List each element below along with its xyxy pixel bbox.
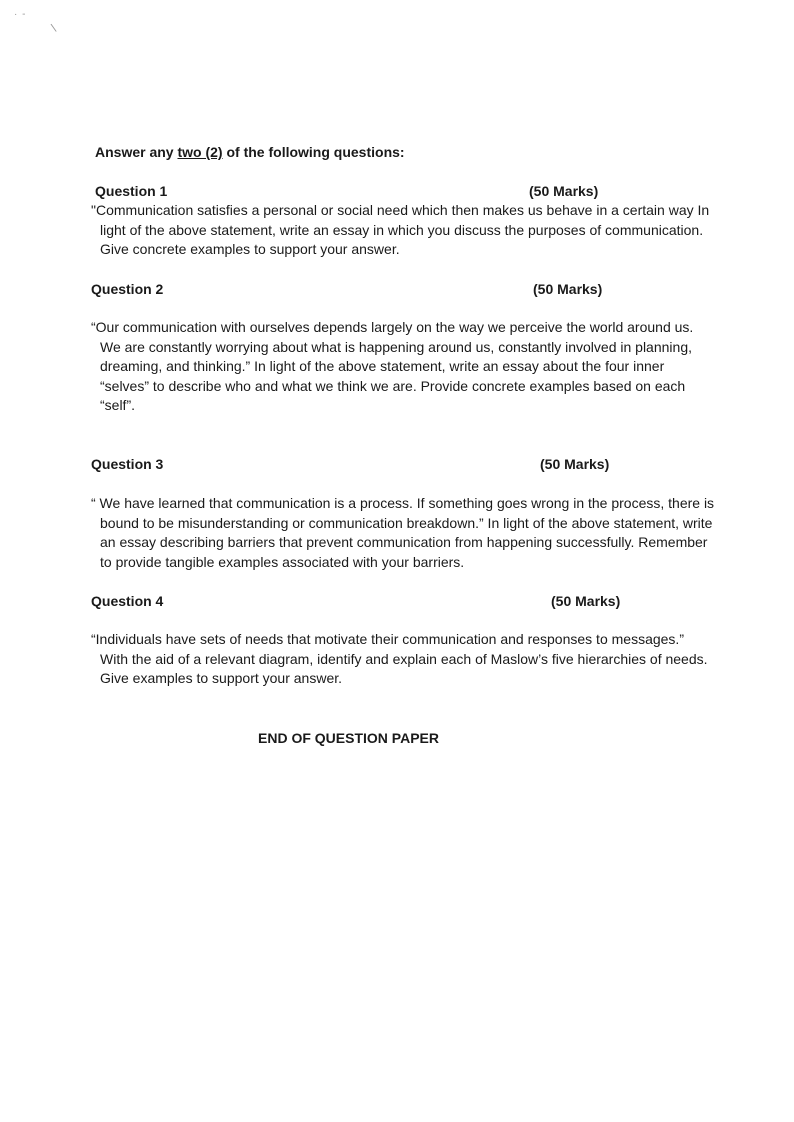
question-3-marks: (50 Marks) (540, 456, 610, 472)
instruction-suffix: of the following questions: (222, 144, 405, 160)
end-of-paper-note: END OF QUESTION PAPER (258, 730, 439, 746)
instruction-emphasis: two (2) (177, 144, 223, 160)
question-3-text: “ We have learned that communication is a process. If something goes wrong in the process, there is bound to be misunderstanding or communication breakdown.” In light of the above statement, write an essay describing barriers that prevent communication from happening successfully. Remember to provide tangible examples associated with your barriers. (91, 495, 715, 570)
instruction-line (95, 144, 405, 160)
scan-artifact: · - (14, 9, 27, 20)
question-4-marks: (50 Marks) (551, 593, 621, 609)
question-1-text: "Communication satisfies a personal or social need which then makes us behave in a certain way In light of the above statement, write an essay in which you discuss the purposes of communication. Give concrete examples to support your answer. (91, 202, 710, 257)
question-2-text: “Our communication with ourselves depends largely on the way we perceive the world around us. We are constantly worrying about what is happening around us, constantly involved in planning, dreaming, and thinking.” In light of the above statement, write an essay about the four inner “selves” to describe who and what we think we are. Provide concrete examples based on each “self”. (91, 319, 694, 413)
question-1-marks: (50 Marks) (529, 183, 599, 199)
question-2-title: Question 2 (91, 281, 164, 297)
question-2-marks: (50 Marks) (533, 281, 603, 297)
question-3-title: Question 3 (91, 456, 164, 472)
question-1-title: Question 1 (95, 183, 168, 199)
question-4-text: “Individuals have sets of needs that motivate their communication and responses to messages.” With the aid of a relevant diagram, identify and explain each of Maslow’s five hierarchies of needs. Give examples to support your answer. (91, 631, 708, 686)
instruction-prefix: Answer any (95, 144, 178, 160)
scan-artifact: \ (49, 20, 58, 36)
question-4-title: Question 4 (91, 593, 164, 609)
